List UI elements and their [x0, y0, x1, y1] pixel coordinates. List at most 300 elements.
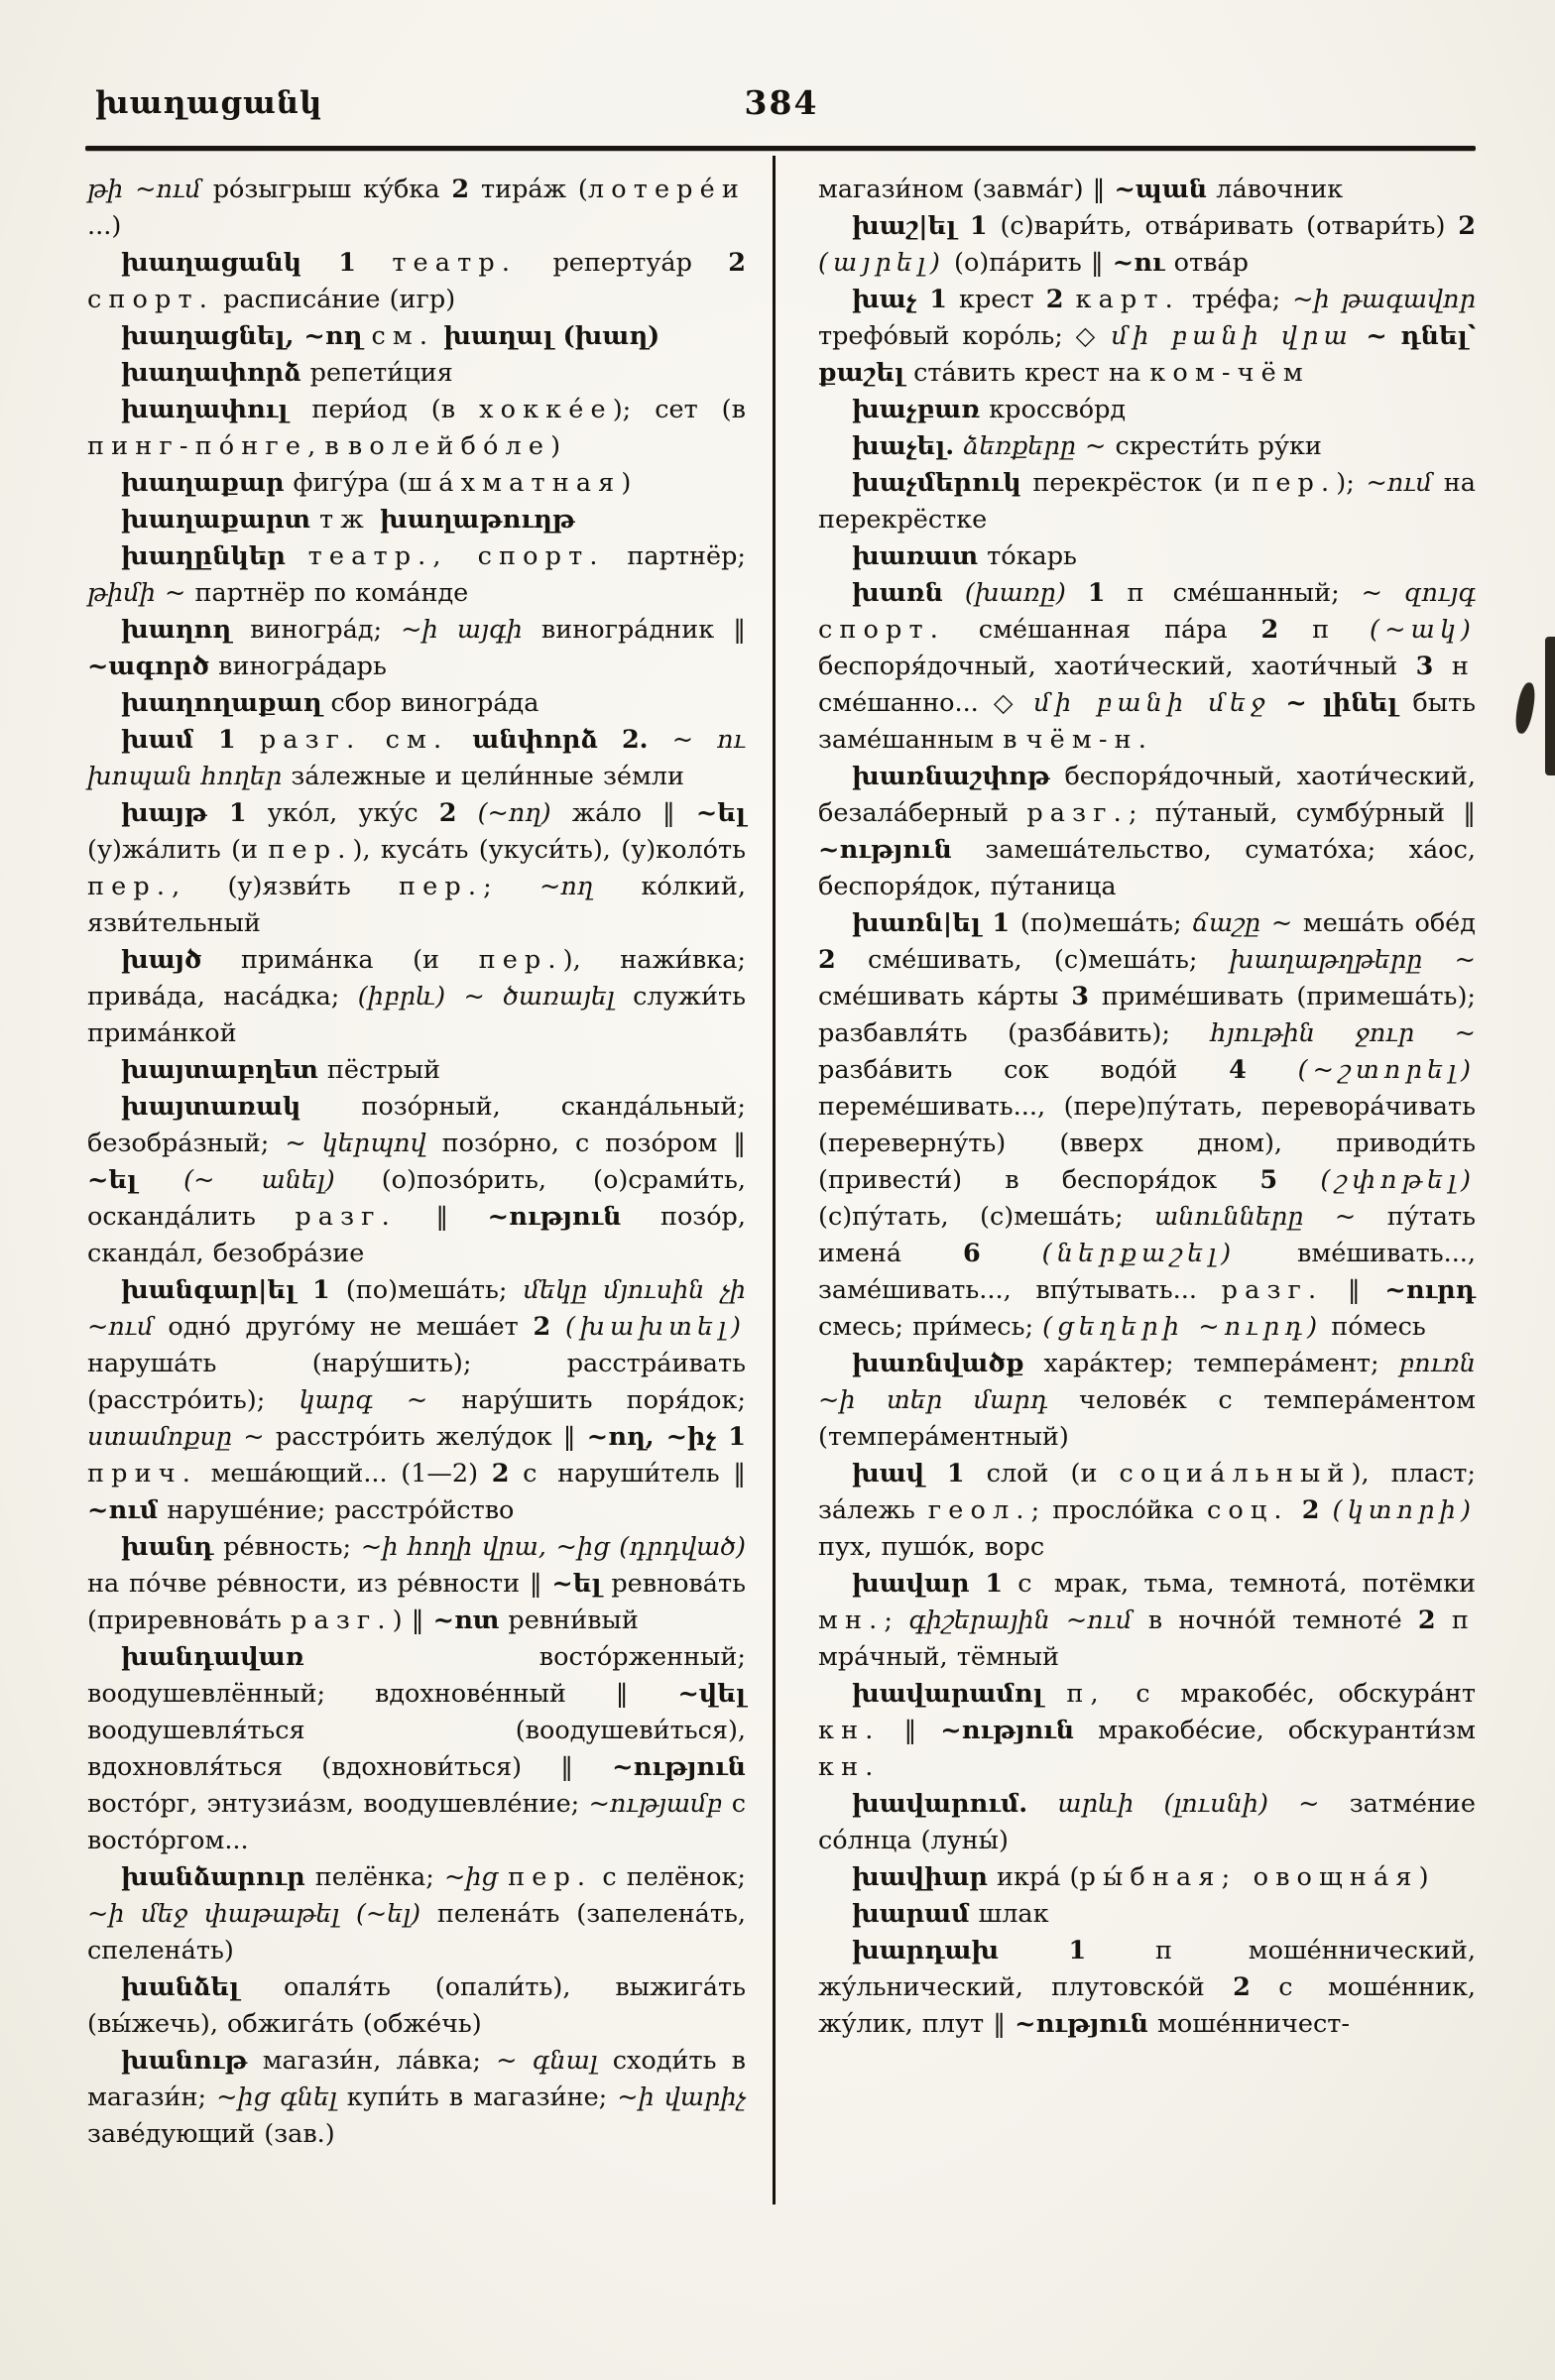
entry-text: кроссво́рд	[980, 395, 1127, 424]
entry-text: кн.	[818, 1716, 881, 1745]
entry-text: խավարամոլ	[852, 1679, 1043, 1709]
entry-text: с	[523, 1459, 544, 1488]
entry-text: ~ դնել՝ քաշել	[818, 321, 1476, 388]
entry-text: 2	[1233, 1972, 1251, 2002]
dictionary-entry	[818, 1456, 1476, 1566]
entry-text: );	[1336, 468, 1367, 498]
entry-text: խաղացանկ 1	[121, 248, 356, 278]
entry-text: ...)	[87, 211, 122, 241]
entry-text: 3	[1071, 982, 1089, 1012]
dictionary-entry	[818, 1896, 1476, 1933]
entry-text: (ներքաշել)	[1041, 1239, 1237, 1268]
entry-text: разг.	[1026, 798, 1129, 828]
entry-text: խաչ 1	[852, 285, 948, 314]
dictionary-entry	[87, 318, 746, 355]
entry-text	[310, 505, 319, 535]
entry-text: մեկը մյուսին չի ~ում	[87, 1275, 747, 1342]
entry-text: խայծ	[121, 945, 202, 975]
entry-text: затме́ние со́лнца (луны́)	[818, 1789, 1476, 1855]
entry-text: ~ի այգի	[401, 615, 523, 645]
dictionary-entry	[87, 245, 746, 318]
entry-text: ստամոքսը ~	[87, 1422, 265, 1452]
entry-text	[456, 798, 477, 828]
entry-text: п, с	[1066, 1679, 1157, 1709]
entry-text: (կտորի)	[1332, 1495, 1477, 1525]
entry-text: волейбо́ле	[347, 431, 551, 461]
entry-text: шлак	[969, 1899, 1049, 1929]
entry-text	[649, 725, 672, 755]
entry-text: խավ 1	[852, 1459, 965, 1488]
entry-text: (~ակ)	[1370, 615, 1476, 645]
entry-text: 2	[1417, 1606, 1436, 1635]
entry-text: на по́чве ре́вности, из ре́вности ‖	[87, 1569, 552, 1599]
entry-text: партнёр;	[604, 541, 746, 571]
entry-text: кн.	[818, 1752, 881, 1782]
entry-text: расстро́ить желу́док ‖	[264, 1422, 587, 1452]
entry-text: խավիար	[852, 1862, 988, 1892]
dictionary-entry	[87, 1969, 746, 2043]
dictionary-entry	[87, 355, 746, 392]
entry-text: пер.	[508, 1862, 593, 1892]
entry-text: խաղալ (խաղ)	[443, 321, 660, 351]
entry-text: թի ~ում	[87, 175, 201, 204]
entry-text: (խառը)	[964, 578, 1066, 608]
entry-text	[1336, 615, 1370, 645]
entry-text: с пелёнок;	[592, 1862, 746, 1892]
entry-text: խաղաթուղթ	[380, 505, 575, 535]
entry-text: խամ 1	[121, 725, 236, 755]
entry-text: ճաշը ~	[1192, 908, 1293, 938]
entry-text: , (у)язви́ть	[172, 872, 400, 901]
entry-text: виногра́дарь	[209, 652, 387, 681]
entry-text: բուռն ~ի տեր մարդ	[818, 1349, 1476, 1415]
entry-text: 2	[1045, 285, 1064, 314]
entry-text	[1436, 1606, 1452, 1635]
entry-text: ~ել	[695, 798, 746, 828]
entry-text: спорт.	[818, 615, 946, 645]
dictionary-entry	[818, 1933, 1476, 2043]
entry-text: ~ գնալ	[496, 2046, 598, 2076]
entry-text: 2	[1260, 615, 1279, 645]
entry-text: խանձել	[121, 1972, 240, 2002]
entry-text: н	[1451, 652, 1476, 681]
entry-text: пелёнка;	[304, 1862, 444, 1892]
entry-text	[361, 725, 385, 755]
entry-text: (~շտորել)	[1297, 1055, 1477, 1085]
dictionary-entry	[87, 1529, 746, 1639]
entry-text: 2	[438, 798, 457, 828]
entry-text: 2	[533, 1312, 551, 1342]
dictionary-entry	[818, 282, 1476, 392]
entry-text	[1278, 615, 1312, 645]
entry-text: ‖	[396, 1202, 488, 1232]
dictionary-entry	[818, 538, 1476, 575]
entry-text: сбор виногра́да	[321, 688, 539, 718]
entry-text: разг.	[259, 725, 362, 755]
entry-text: ~ել	[87, 1165, 138, 1195]
dictionary-entry	[818, 1676, 1476, 1786]
entry-text: пер.	[399, 872, 484, 901]
entry-text: сме́шанно... ◇	[818, 688, 1034, 718]
entry-text: ‖	[880, 1716, 941, 1745]
entry-text: ;	[483, 872, 540, 901]
dictionary-entry	[818, 172, 1476, 208]
entry-text: пери́од (в	[288, 395, 480, 424]
entry-text: см.	[371, 321, 435, 351]
entry-text	[1064, 285, 1076, 314]
entry-text: позо́р, сканда́л, безобра́зие	[87, 1202, 746, 1268]
entry-text: разг.	[291, 1606, 393, 1635]
entry-text: ревнова́ть (приревнова́ть	[87, 1569, 746, 1635]
entry-text: служи́ть прима́нкой	[87, 982, 746, 1048]
entry-text: ла́вочник	[1207, 175, 1344, 204]
entry-text: ; пу́таный, сумбу́рный ‖	[1128, 798, 1476, 828]
entry-text: мра́чный, тёмный	[818, 1642, 1060, 1672]
entry-text: ~ող, ~իչ 1	[586, 1422, 746, 1452]
entry-text	[1251, 1972, 1278, 2002]
entry-text: воодушевля́ться (воодушеви́ться), вдохновля́ться (вдохнови́ться) ‖	[87, 1716, 746, 1782]
entry-text: ~ից գնել	[216, 2082, 337, 2112]
entry-text: գիշերային ~ում	[908, 1606, 1133, 1635]
entry-text: (~ող)	[477, 798, 551, 828]
entry-text: сме́шивать ка́рты	[818, 982, 1072, 1012]
entry-text: пер.	[87, 872, 173, 901]
entry-text: магази́ном (завма́г) ‖	[818, 175, 1115, 204]
entry-text: пух, пушо́к, ворс	[818, 1532, 1045, 1562]
entry-text: прич.	[87, 1459, 197, 1488]
entry-text: п	[1451, 1606, 1476, 1635]
dictionary-entry	[818, 392, 1476, 428]
dictionary-entry	[87, 2043, 746, 2153]
entry-text	[1043, 1679, 1067, 1709]
entry-text: мн.	[818, 1606, 885, 1635]
entry-text: ~ել	[551, 1569, 602, 1599]
entry-text: խաչել.	[852, 431, 955, 461]
guide-word: խաղացանկ	[95, 85, 323, 121]
entry-text: трефо́вый коро́ль; ◇	[818, 321, 1112, 351]
entry-text: социа́льный	[1119, 1459, 1352, 1488]
entry-text: ձեռքերը ~	[963, 431, 1107, 461]
entry-text: пёстрый	[317, 1055, 441, 1085]
entry-text: виногра́дник ‖	[522, 615, 746, 645]
entry-text: (ցեղերի ~ուրդ)	[1042, 1312, 1323, 1342]
dictionary-entry	[87, 1089, 746, 1272]
running-head	[87, 83, 1476, 131]
entry-text: то́карь	[978, 541, 1077, 571]
entry-text: ‖	[1323, 1275, 1385, 1305]
entry-text: ~ություն	[487, 1202, 622, 1232]
entry-text: )	[621, 468, 632, 498]
entry-text: 5	[1259, 1165, 1278, 1195]
entry-text: խաղաքար	[121, 468, 285, 498]
entry-text: (իբրև) ~ ծառայել	[357, 982, 615, 1012]
entry-text	[356, 248, 392, 278]
entry-text: наруша́ть (нару́шить); расстра́ивать (расстро́ить);	[87, 1349, 746, 1415]
entry-text: беспоря́дочный, хаоти́ческий, безала́берный	[818, 762, 1476, 828]
dictionary-entry	[818, 905, 1476, 1346]
entry-text: (по)меша́ть;	[329, 1275, 524, 1305]
entry-text: ~ություն	[940, 1716, 1075, 1745]
entry-text: ~ագործ	[87, 652, 210, 681]
entry-text: беспоря́дочный, хаоти́ческий, хаоти́чный	[818, 652, 1416, 681]
entry-text	[1003, 1569, 1017, 1599]
entry-text: խաղափորձ	[121, 358, 301, 388]
entry-text: моше́нничест-	[1147, 2009, 1350, 2039]
entry-text: ~ զույգ	[1361, 578, 1477, 608]
entry-text: խառատ	[852, 541, 978, 571]
entry-text: (շփոթել)	[1320, 1165, 1476, 1195]
entry-text: сходи́ть в магази́н;	[87, 2046, 746, 2112]
entry-text: соц.	[1206, 1495, 1289, 1525]
entry-text: п	[1312, 615, 1337, 645]
entry-text: ша́хматная	[408, 468, 622, 498]
entry-text: խաչբառ	[852, 395, 981, 424]
entry-text: восто́рженный; воодушевлённый; вдохнове́нный ‖	[87, 1642, 746, 1709]
entry-text: խառնվածք	[852, 1349, 1024, 1378]
entry-text: мрак, тьма, темнота́, потёмки	[1038, 1569, 1476, 1599]
entry-text	[236, 725, 260, 755]
dictionary-entry	[87, 1272, 746, 1529]
entry-text	[286, 541, 308, 571]
dictionary-entry	[87, 502, 746, 538]
entry-text: пинг-по́нге	[87, 431, 308, 461]
entry-text: 2.	[621, 725, 649, 755]
entry-text: партнёр по кома́нде	[185, 578, 469, 608]
entry-text: ), нажи́вка; прива́да, наса́дка;	[87, 945, 746, 1012]
entry-text: 6	[963, 1239, 981, 1268]
entry-text: արևի (լուսնի) ~	[1057, 1789, 1320, 1819]
entry-text: ~ում	[87, 1495, 159, 1525]
entry-text: позо́рно, с позо́ром ‖	[425, 1129, 747, 1158]
entry-text	[1277, 1165, 1320, 1195]
entry-text: կարգ ~	[299, 1385, 428, 1415]
entry-text: пелена́ть (запелена́ть, спелена́ть)	[87, 1899, 746, 1965]
entry-text	[981, 1239, 1042, 1268]
entry-text: карт.	[1075, 285, 1180, 314]
entry-text: тж	[319, 505, 371, 535]
entry-text: 1	[1087, 578, 1106, 608]
entry-text: заве́дующий (зав.)	[87, 2119, 335, 2149]
dictionary-entry	[87, 612, 746, 685]
entry-text: խանդավառ	[121, 1642, 304, 1672]
entry-text: 2	[451, 175, 470, 204]
dictionary-entry	[87, 392, 746, 465]
entry-text: ~ություն	[1015, 2009, 1148, 2039]
entry-text: хокке́е	[479, 395, 613, 424]
page-number: 384	[744, 83, 819, 122]
entry-text: ~ լինել	[1269, 688, 1398, 718]
dictionary-entry	[87, 1639, 746, 1859]
entry-text: восто́рг, энтузиа́зм, воодушевле́ние;	[87, 1789, 589, 1819]
entry-text: ~ությամբ	[588, 1789, 723, 1819]
entry-text: нару́шить поря́док;	[427, 1385, 746, 1415]
dictionary-entry	[818, 1859, 1476, 1896]
entry-text: опаля́ть (опали́ть), выжига́ть (вы́жечь), обжига́ть (обже́чь)	[87, 1972, 746, 2039]
entry-text: ~ից	[443, 1862, 498, 1892]
entry-text: купи́ть в магази́не;	[336, 2082, 618, 2112]
entry-text: челове́к с темпера́ментом (темпера́ментный)	[818, 1385, 1476, 1452]
entry-text: смесь; при́месь;	[818, 1312, 1043, 1342]
entry-text: прима́нка (и	[201, 945, 479, 975]
entry-text: наруше́ние; расстро́йство	[158, 1495, 515, 1525]
entry-text: театр.	[392, 248, 518, 278]
entry-text: спорт.	[87, 285, 215, 314]
entry-text: виногра́д;	[231, 615, 402, 645]
entry-text: 3	[1415, 652, 1434, 681]
entry-text: разг.	[1221, 1275, 1324, 1305]
entry-text: ры́бная; овощна́я	[1079, 1862, 1419, 1892]
entry-text	[1433, 652, 1451, 681]
entry-text: 4	[1229, 1055, 1247, 1085]
entry-text: сме́шанный;	[1150, 578, 1362, 608]
entry-text: чём-н.	[1025, 725, 1153, 755]
entry-text: , в	[307, 431, 348, 461]
entry-text: с	[1017, 1569, 1039, 1599]
entry-text: лотере́и	[587, 175, 746, 204]
entry-text	[1247, 1055, 1298, 1085]
dictionary-entry	[87, 465, 746, 502]
entry-text: խաղաթղթերը ~	[1229, 945, 1477, 975]
entry-text	[498, 1862, 508, 1892]
entry-text: ) ‖	[392, 1606, 433, 1635]
entry-text	[1027, 1789, 1057, 1819]
entry-text: խաչմերուկ	[852, 468, 1021, 498]
entry-text: 2	[818, 945, 836, 975]
entry-text: ~ի թագավոր	[1292, 285, 1477, 314]
entry-text: խաղողաքաղ	[121, 688, 322, 718]
entry-text: магази́н, ла́вка;	[247, 2046, 497, 2076]
entry-text: сме́шанная па́ра	[945, 615, 1261, 645]
entry-text: с	[1278, 1972, 1300, 2002]
entry-text: մի բանի մեջ	[1033, 688, 1270, 718]
entry-text: быть заме́шанным в	[818, 688, 1476, 755]
entry-text: в ночно́й темноте́	[1132, 1606, 1418, 1635]
entry-text	[954, 431, 963, 461]
dictionary-entry	[87, 1052, 746, 1089]
entry-text: ~ի մեջ փաթաթել (~ել)	[87, 1899, 421, 1929]
entry-text: репети́ция	[300, 358, 453, 388]
entry-text: խառնաշփոթ	[852, 762, 1050, 791]
dictionary-entry	[87, 722, 746, 795]
entry-text: խառն	[852, 578, 943, 608]
entry-text: пер.	[268, 835, 353, 865]
entry-text: (по)меша́ть;	[1010, 908, 1193, 938]
entry-text: խավարում.	[852, 1789, 1028, 1819]
scan-artifact	[1545, 637, 1555, 775]
entry-text	[448, 725, 472, 755]
entry-text: перекрёсток (и	[1020, 468, 1253, 498]
entry-text: разба́вить сок водо́й	[818, 1055, 1230, 1085]
entry-text: скрести́ть ру́ки	[1106, 431, 1322, 461]
dictionary-entry	[818, 575, 1476, 759]
entry-text: խավար 1	[852, 1569, 1004, 1599]
entry-text: ~ուրդ	[1384, 1275, 1476, 1305]
dictionary-entry	[87, 172, 746, 245]
entry-text: меша́ющий... (1—2)	[196, 1459, 492, 1488]
entry-text: по́месь	[1322, 1312, 1426, 1342]
entry-text: մի բանի վրա	[1111, 321, 1353, 351]
entry-text: 2	[1301, 1495, 1320, 1525]
entry-text: пер.	[478, 945, 563, 975]
entry-text: (այրել)	[818, 248, 945, 278]
entry-text: моше́нник, жу́лик, плут ‖	[818, 1972, 1476, 2039]
entry-text: խայտառակ	[121, 1092, 301, 1122]
entry-text: ~ կերպով	[285, 1129, 426, 1158]
entry-text: 2	[1458, 211, 1476, 241]
entry-text: разг.	[295, 1202, 397, 1232]
entry-text: խաղաքարտ	[121, 505, 310, 535]
entry-text: мракобе́с, обскура́нт	[1156, 1679, 1477, 1709]
entry-text: одно́ друго́му не меша́ет	[153, 1312, 534, 1342]
entry-text: ), пласт; за́лежь	[818, 1459, 1477, 1525]
dictionary-entry	[818, 208, 1476, 282]
dictionary-entry	[818, 465, 1476, 538]
entry-text: пу́тать имена́	[818, 1202, 1476, 1268]
entry-text: фигу́ра (	[284, 468, 409, 498]
entry-text: ко́лкий, язви́тельный	[87, 872, 747, 938]
entry-text: խաղափուլ	[121, 395, 289, 424]
entry-text	[509, 1459, 523, 1488]
entry-text: (խախտել)	[565, 1312, 746, 1342]
entry-text: переме́шивать..., (пере)пу́тать, перевора́чивать (переверну́ть) (вверх дном), приводи́ть (привести́) в беспоря́док	[818, 1092, 1476, 1195]
entry-text: п	[1127, 578, 1151, 608]
entry-text: расписа́ние (игр)	[214, 285, 456, 314]
entry-text: моше́ннический, жу́льнический, плутовско́й	[818, 1936, 1476, 2002]
entry-text: театр., спорт.	[307, 541, 605, 571]
entry-text: ре́вность;	[213, 1532, 361, 1562]
entry-text: вме́шивать..., заме́шивать..., впу́тывать...	[818, 1239, 1477, 1305]
entry-text: 2	[491, 1459, 510, 1488]
entry-text: икра́ (	[987, 1862, 1080, 1892]
entry-text: хара́ктер; темпера́мент;	[1023, 1349, 1399, 1378]
entry-text: ревни́вый	[499, 1606, 639, 1635]
entry-text: наруши́тель ‖	[543, 1459, 746, 1488]
entry-text	[1086, 1936, 1155, 1965]
entry-text	[598, 725, 622, 755]
dictionary-entry	[87, 685, 746, 722]
entry-text: ), куса́ть (укуси́ть), (у)коло́ть	[352, 835, 747, 865]
entry-text	[1066, 578, 1088, 608]
entry-text: (с)пу́тать, (с)меша́ть;	[818, 1202, 1155, 1232]
entry-text	[1319, 1495, 1332, 1525]
dictionary-entry	[818, 428, 1476, 465]
entry-text: ); сет (в	[612, 395, 746, 424]
entry-text: отва́р	[1164, 248, 1249, 278]
entry-text: ~ի հողի վրա, ~ից (դրդված)	[360, 1532, 746, 1562]
dictionary-entry	[87, 795, 746, 942]
entry-text	[137, 1165, 183, 1195]
entry-text: ~վել	[677, 1679, 746, 1709]
entry-text: тре́фа;	[1179, 285, 1293, 314]
entry-text: за́лежные и цели́нные зе́мли	[282, 762, 684, 791]
entry-text	[434, 321, 443, 351]
dictionary-entry	[818, 1346, 1476, 1456]
entry-text: сме́шивать, (с)меша́ть;	[835, 945, 1230, 975]
entry-text	[371, 505, 380, 535]
entry-text	[550, 1312, 565, 1342]
entry-text: ~ի վարիչ	[617, 2082, 746, 2112]
entry-text: խաղող	[121, 615, 232, 645]
entry-text: անփորձ	[472, 725, 598, 755]
entry-text: ста́вить крест на	[904, 358, 1150, 388]
entry-text: позо́рный, сканда́льный; безобра́зный;	[87, 1092, 746, 1158]
entry-text: на перекрёстке	[818, 468, 1476, 535]
entry-text: ; просло́йка	[1030, 1495, 1207, 1525]
entry-text: խանգար|ել 1	[121, 1275, 330, 1305]
header-rule	[85, 146, 1476, 151]
dictionary-entry	[818, 1566, 1476, 1676]
entry-text: 2	[728, 248, 746, 278]
